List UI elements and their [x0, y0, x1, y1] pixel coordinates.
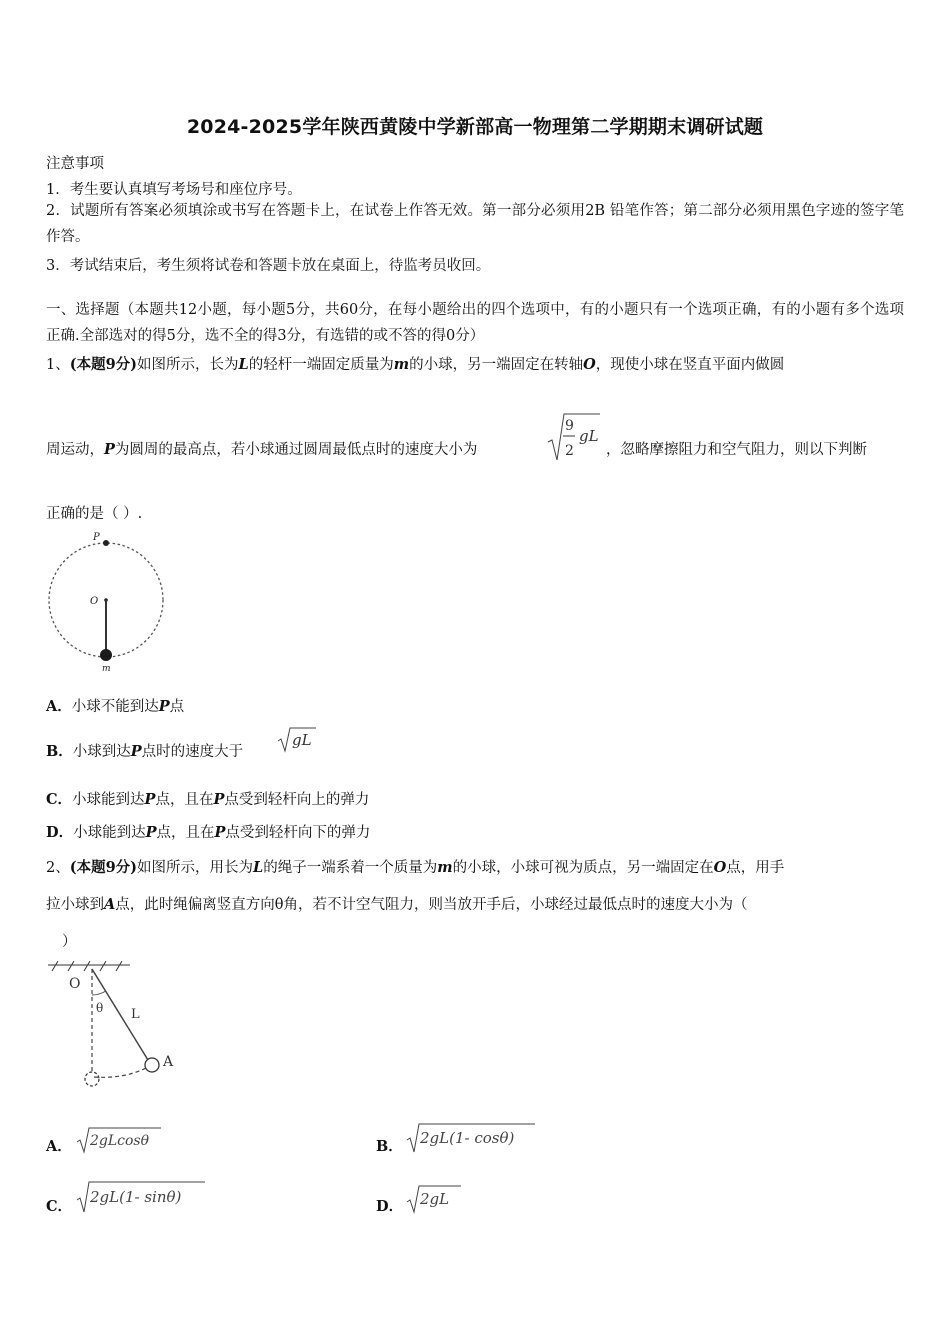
option-text: 小球能到达: [72, 792, 145, 808]
option-text: 点，且在: [155, 792, 214, 808]
sqrt-icon: [546, 412, 602, 464]
option-b-math: 2gL(1- cosθ): [420, 1129, 515, 1147]
q1-option-d: [46, 821, 370, 842]
fig2-label-o: O: [69, 976, 81, 992]
option-text: 小球能到达: [73, 825, 146, 841]
option-d-math: 2gL: [420, 1190, 450, 1208]
option-text: 点，且在: [156, 825, 215, 841]
option-label: B．: [46, 743, 73, 760]
q1-text: 如图所示，长为: [137, 357, 239, 373]
section-heading: 一、选择题（本题共12小题，每小题5分，共60分，在每小题给出的四个选项中，有的小题只有一个选项正确，有的小题有多个选项正确.全部选对的得5分，选不全的得3分，有选错的或不答的得0分）: [46, 302, 904, 344]
option-c-math: 2gL(1- sinθ): [90, 1188, 182, 1206]
option-text: 点时的速度大于: [141, 744, 244, 760]
q2-text: 点，此时绳偏离竖直方向θ角，若不计空气阻力，则当放开手后，小球经过最低点时的速度大小为（: [115, 897, 748, 913]
option-text: 小球到达: [72, 744, 131, 760]
q1-var-o: O: [583, 356, 596, 373]
q2-var-m: m: [437, 859, 453, 876]
q2-score: (本题9分): [69, 859, 138, 876]
option-var-p: P: [144, 791, 156, 808]
q2-option-c: [46, 1195, 72, 1216]
option-b-math: gL: [292, 731, 312, 749]
fig2-label-theta: θ: [96, 1001, 104, 1015]
option-label: C．: [46, 1198, 73, 1215]
q1-line-2-a: [46, 438, 477, 459]
page-title: 2024-2025学年陕西黄陵中学新部高一物理第二学期期末调研试题: [186, 116, 764, 138]
notice-heading: 注意事项: [46, 156, 104, 172]
option-var-p: P: [145, 824, 157, 841]
q1-text: ，现使小球在竖直平面内做圆: [595, 357, 785, 373]
q1-option-a: [46, 695, 184, 716]
q2-option-b: [376, 1135, 403, 1156]
option-label: D．: [46, 824, 74, 841]
option-label: B．: [376, 1138, 403, 1155]
option-a-math: 2gLcosθ: [90, 1133, 150, 1149]
option-label: C．: [46, 791, 73, 808]
q2-option-a-sqrt: [75, 1124, 165, 1154]
q1-number: 1、: [46, 357, 70, 373]
speed-var: gL: [579, 427, 599, 445]
q2-text: 的小球，小球可视为质点，另一端固定在: [452, 860, 714, 876]
q2-line-1: [46, 856, 784, 877]
option-label: A．: [46, 698, 72, 715]
q1-text: 的轻杆一端固定质量为: [248, 357, 394, 373]
q2-option-b-sqrt: [405, 1120, 540, 1154]
q2-text: 点，用手: [726, 860, 785, 876]
q2-option-d: [376, 1195, 403, 1216]
q1-score: (本题9分): [69, 356, 138, 373]
notice-item-2: 2．试题所有答案必须填涂或书写在答题卡上，在试卷上作答无效。第一部分必须用2B 铅笔作答；第二部分必须用黑色字迹的签字笔作答。: [46, 203, 904, 245]
fig2-label-l: L: [131, 1007, 140, 1022]
fig2-label-a: A: [163, 1054, 174, 1070]
option-text: 点受到轻杆向下的弹力: [225, 825, 371, 841]
q2-option-a: [46, 1135, 72, 1156]
option-var-p: P: [158, 698, 170, 715]
q1-var-l: L: [238, 356, 249, 373]
option-var-p: P: [130, 743, 142, 760]
q2-number: 2、: [46, 860, 70, 876]
q1-line-1: [46, 353, 784, 374]
speed-num: 9: [565, 418, 574, 434]
q1-line-2-c: ，忽略摩擦阻力和空气阻力，则以下判断: [606, 442, 867, 458]
option-label: D．: [376, 1198, 404, 1215]
q1-var-p: P: [104, 441, 115, 458]
q1-figure-circle: [40, 530, 175, 675]
q1-var-m: m: [393, 356, 410, 373]
speed-den: 2: [565, 443, 574, 459]
q2-var-l: L: [253, 859, 264, 876]
notice-item-3: 3．考试结束后，考生须将试卷和答题卡放在桌面上，待监考员收回。: [46, 258, 491, 274]
q2-text: 如图所示，用长为: [137, 860, 254, 876]
q2-line-2: [46, 893, 748, 914]
q2-text: 拉小球到: [46, 897, 104, 913]
option-var-p: P: [214, 824, 226, 841]
fig1-label-p: P: [93, 532, 100, 543]
q2-line-3: ）: [62, 934, 77, 950]
q2-var-a: A: [104, 896, 116, 913]
notice-item-1: 1．考生要认真填写考场号和座位序号。: [46, 182, 302, 198]
q1-speed-formula: [546, 412, 602, 468]
fig1-label-o: O: [90, 596, 99, 607]
fig1-label-m: m: [102, 664, 111, 674]
option-label: A．: [46, 1138, 72, 1155]
q1-line-3: 正确的是（ ）.: [46, 506, 143, 522]
option-var-p: P: [213, 791, 225, 808]
q1-text: 的小球，另一端固定在转轴: [409, 357, 584, 373]
q1-option-b: [46, 740, 243, 761]
option-text: 小球不能到达: [71, 699, 159, 715]
q1-text: 为圆周的最高点，若小球通过圆周最低点时的速度大小为: [114, 442, 478, 458]
q1-option-b-sqrt: [276, 725, 318, 753]
q2-option-c-sqrt: [75, 1178, 210, 1214]
option-text: 点受到轻杆向上的弹力: [224, 792, 370, 808]
q2-var-o: O: [713, 859, 727, 876]
q2-text: 的绳子一端系着一个质量为: [263, 860, 438, 876]
q2-figure-pendulum: [44, 955, 184, 1090]
q1-option-c: [46, 788, 369, 809]
option-text: 点: [169, 699, 185, 715]
q1-text: 周运动，: [46, 442, 104, 458]
q2-option-d-sqrt: [405, 1182, 465, 1214]
